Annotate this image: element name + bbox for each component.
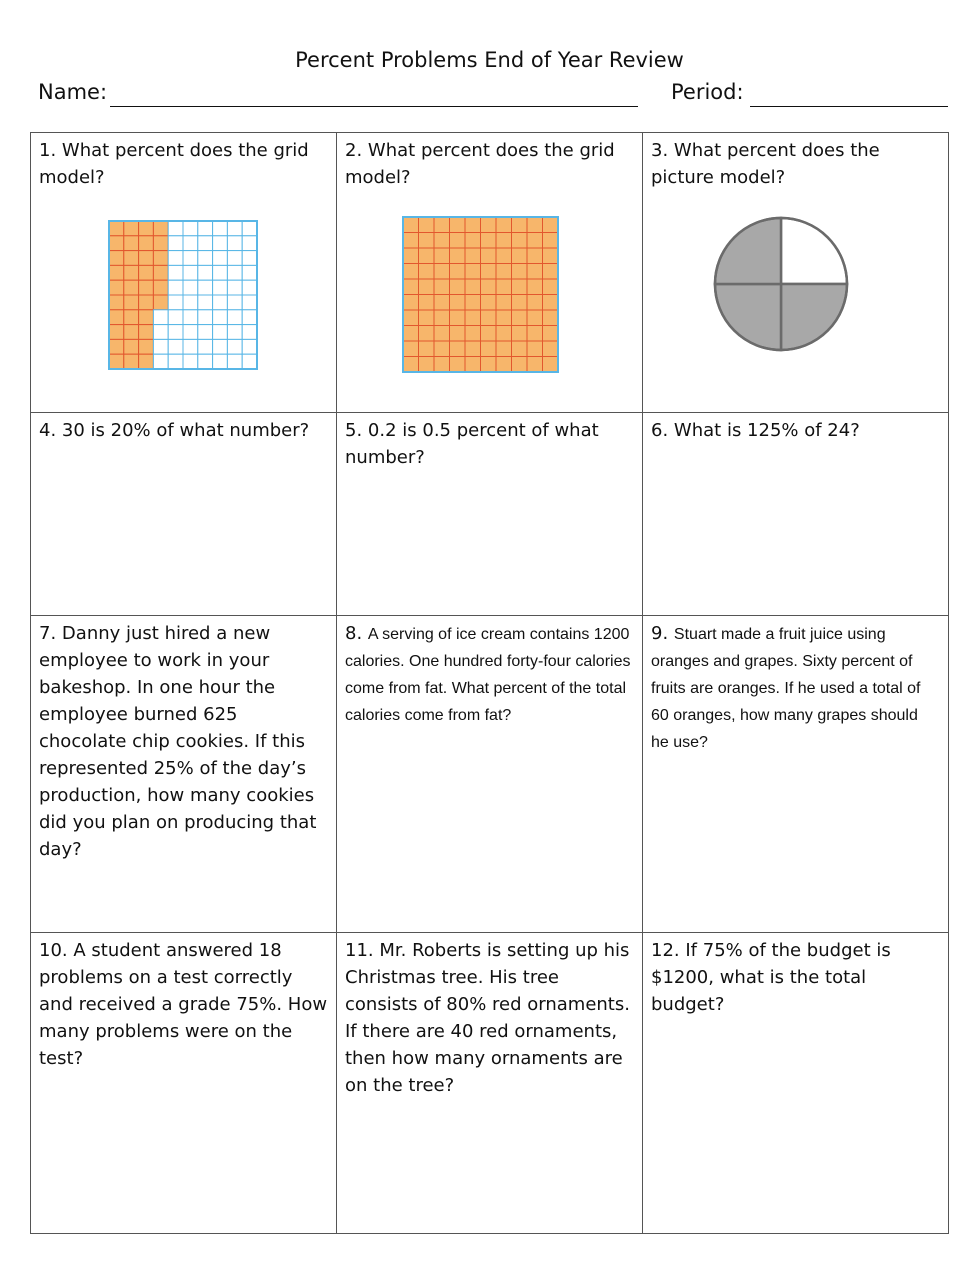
grid-square-shaded	[434, 233, 450, 249]
grid-square-shaded	[434, 217, 450, 233]
grid-square-shaded	[481, 326, 497, 342]
grid-square-empty	[227, 236, 242, 251]
grid-square-shaded	[481, 264, 497, 280]
grid-square-empty	[242, 310, 257, 325]
grid-square-shaded	[450, 326, 466, 342]
grid-square-empty	[183, 325, 198, 340]
grid-square-shaded	[109, 280, 124, 295]
grid-square-shaded	[527, 310, 543, 326]
grid-square-shaded	[527, 264, 543, 280]
question-text: 30 is 20% of what number?	[61, 420, 310, 441]
question-text: What is 125% of 24?	[673, 420, 860, 441]
grid-square-shaded	[403, 264, 419, 280]
grid-square-shaded	[139, 325, 154, 340]
grid-square-shaded	[465, 233, 481, 249]
grid-square-empty	[227, 280, 242, 295]
grid-square-shaded	[481, 310, 497, 326]
grid-square-shaded	[543, 248, 559, 264]
grid-square-empty	[242, 221, 257, 236]
grid-square-empty	[213, 265, 228, 280]
grid-square-shaded	[450, 310, 466, 326]
grid-square-empty	[242, 251, 257, 266]
grid-square-shaded	[465, 295, 481, 311]
grid-square-shaded	[527, 248, 543, 264]
grid-square-empty	[183, 221, 198, 236]
question-number: 9.	[651, 623, 669, 644]
grid-square-shaded	[124, 325, 139, 340]
grid-square-shaded	[543, 341, 559, 357]
grid-square-shaded	[543, 264, 559, 280]
question-cell-8[interactable]	[337, 616, 643, 933]
grid-square-empty	[198, 236, 213, 251]
grid-square-empty	[168, 295, 183, 310]
grid-square-empty	[153, 310, 168, 325]
grid-square-shaded	[512, 341, 528, 357]
grid-square-shaded	[434, 264, 450, 280]
grid-square-empty	[168, 280, 183, 295]
grid-square-shaded	[496, 357, 512, 373]
grid-square-empty	[168, 339, 183, 354]
question-cell-9[interactable]	[643, 616, 949, 933]
question-cell-12[interactable]	[643, 933, 949, 1234]
grid-square-shaded	[139, 295, 154, 310]
grid-square-shaded	[512, 310, 528, 326]
grid-square-shaded	[419, 357, 435, 373]
grid-square-shaded	[543, 279, 559, 295]
grid-square-shaded	[527, 217, 543, 233]
grid-square-empty	[213, 251, 228, 266]
question-number: 4.	[39, 420, 57, 441]
hundred-grid-figure	[345, 203, 635, 373]
grid-square-shaded	[512, 248, 528, 264]
grid-square-shaded	[527, 233, 543, 249]
grid-square-shaded	[124, 310, 139, 325]
grid-square-shaded	[465, 264, 481, 280]
grid-square-shaded	[543, 357, 559, 373]
grid-square-empty	[242, 339, 257, 354]
grid-square-empty	[213, 310, 228, 325]
grid-square-shaded	[450, 357, 466, 373]
grid-square-shaded	[543, 295, 559, 311]
grid-square-shaded	[434, 310, 450, 326]
grid-square-empty	[198, 251, 213, 266]
question-number: 11.	[345, 940, 374, 961]
question-number: 8.	[345, 623, 363, 644]
grid-square-empty	[198, 325, 213, 340]
grid-square-shaded	[109, 265, 124, 280]
grid-square-empty	[153, 339, 168, 354]
question-cell-5[interactable]	[337, 413, 643, 616]
question-text: What percent does the grid model?	[345, 140, 615, 188]
grid-square-shaded	[450, 341, 466, 357]
grid-square-empty	[183, 265, 198, 280]
question-cell-7[interactable]	[31, 616, 337, 933]
grid-square-shaded	[419, 326, 435, 342]
grid-square-shaded	[481, 341, 497, 357]
grid-square-empty	[168, 265, 183, 280]
grid-square-empty	[227, 310, 242, 325]
grid-square-shaded	[527, 295, 543, 311]
grid-square-shaded	[543, 233, 559, 249]
grid-square-empty	[198, 265, 213, 280]
grid-square-shaded	[109, 295, 124, 310]
grid-square-shaded	[153, 295, 168, 310]
grid-square-empty	[183, 310, 198, 325]
grid-square-empty	[242, 354, 257, 369]
question-text: If 75% of the budget is $1200, what is the total budget?	[651, 940, 891, 1015]
grid-square-empty	[183, 251, 198, 266]
grid-square-empty	[198, 310, 213, 325]
grid-square-shaded	[139, 354, 154, 369]
grid-square-shaded	[496, 326, 512, 342]
grid-square-empty	[168, 251, 183, 266]
grid-square-shaded	[496, 341, 512, 357]
grid-square-shaded	[403, 295, 419, 311]
circle-fraction-figure	[651, 203, 941, 373]
grid-square-empty	[168, 354, 183, 369]
grid-square-shaded	[403, 233, 419, 249]
grid-square-empty	[242, 295, 257, 310]
grid-square-empty	[227, 339, 242, 354]
grid-square-shaded	[496, 279, 512, 295]
question-number: 12.	[651, 940, 680, 961]
grid-square-shaded	[527, 341, 543, 357]
grid-square-shaded	[153, 221, 168, 236]
grid-square-shaded	[139, 280, 154, 295]
grid-square-shaded	[109, 310, 124, 325]
grid-square-shaded	[139, 236, 154, 251]
grid-square-shaded	[124, 265, 139, 280]
grid-square-shaded	[512, 295, 528, 311]
grid-square-shaded	[139, 310, 154, 325]
grid-square-empty	[213, 221, 228, 236]
grid-square-shaded	[527, 279, 543, 295]
grid-square-shaded	[153, 280, 168, 295]
grid-square-shaded	[465, 310, 481, 326]
grid-square-empty	[213, 325, 228, 340]
grid-square-empty	[183, 280, 198, 295]
grid-square-empty	[153, 325, 168, 340]
grid-square-shaded	[124, 354, 139, 369]
grid-square-empty	[242, 265, 257, 280]
grid-square-shaded	[527, 357, 543, 373]
grid-square-shaded	[109, 354, 124, 369]
grid-square-shaded	[153, 236, 168, 251]
grid-square-shaded	[124, 339, 139, 354]
grid-square-shaded	[403, 310, 419, 326]
grid-square-shaded	[543, 326, 559, 342]
grid-square-empty	[198, 339, 213, 354]
grid-square-shaded	[481, 217, 497, 233]
grid-square-shaded	[139, 251, 154, 266]
grid-square-shaded	[434, 357, 450, 373]
grid-square-shaded	[465, 341, 481, 357]
grid-square-shaded	[124, 236, 139, 251]
grid-square-shaded	[481, 248, 497, 264]
grid-square-shaded	[496, 217, 512, 233]
grid-square-shaded	[109, 251, 124, 266]
grid-square-shaded	[434, 341, 450, 357]
question-text: Danny just hired a new employee to work in your bakeshop. In one hour the employee burned 625 chocolate chip cookies. If this represented 25% of the day’s production, how many cookies did you plan on producing that day?	[39, 623, 317, 860]
question-cell-2[interactable]	[337, 133, 643, 413]
grid-square-shaded	[481, 279, 497, 295]
question-text: Stuart made a fruit juice using oranges and grapes. Sixty percent of fruits are oranges. If he used a total of 60 oranges, how many grapes should he use?	[651, 626, 921, 751]
name-label: Name:	[38, 80, 108, 104]
question-number: 6.	[651, 420, 669, 441]
grid-square-shaded	[481, 295, 497, 311]
grid-square-empty	[213, 295, 228, 310]
grid-square-shaded	[543, 310, 559, 326]
grid-square-shaded	[403, 357, 419, 373]
question-text: A serving of ice cream contains 1200 calories. One hundred forty-four calories come from fat. What percent of the total calories come from fat?	[345, 626, 631, 724]
grid-square-empty	[213, 280, 228, 295]
grid-square-shaded	[450, 264, 466, 280]
grid-square-empty	[198, 280, 213, 295]
question-number: 2.	[345, 140, 363, 161]
grid-square-shaded	[153, 251, 168, 266]
question-text: 0.2 is 0.5 percent of what number?	[345, 420, 599, 468]
grid-square-shaded	[512, 217, 528, 233]
grid-square-shaded	[403, 279, 419, 295]
grid-square-empty	[153, 354, 168, 369]
question-number: 5.	[345, 420, 363, 441]
grid-square-shaded	[481, 233, 497, 249]
name-blank[interactable]	[110, 106, 638, 107]
grid-square-shaded	[419, 233, 435, 249]
grid-square-empty	[213, 339, 228, 354]
question-cell-1[interactable]	[31, 133, 337, 413]
grid-square-shaded	[139, 221, 154, 236]
grid-square-shaded	[450, 233, 466, 249]
grid-square-shaded	[403, 217, 419, 233]
grid-square-empty	[227, 251, 242, 266]
grid-square-shaded	[109, 325, 124, 340]
grid-square-empty	[213, 236, 228, 251]
grid-square-empty	[168, 310, 183, 325]
grid-square-shaded	[419, 341, 435, 357]
grid-square-shaded	[496, 233, 512, 249]
grid-square-shaded	[403, 341, 419, 357]
grid-square-shaded	[139, 265, 154, 280]
grid-square-shaded	[512, 357, 528, 373]
grid-square-empty	[227, 354, 242, 369]
grid-square-shaded	[434, 295, 450, 311]
grid-square-shaded	[512, 326, 528, 342]
grid-square-shaded	[465, 217, 481, 233]
page-title: Percent Problems End of Year Review	[295, 48, 684, 72]
grid-square-shaded	[419, 310, 435, 326]
grid-square-empty	[227, 295, 242, 310]
question-number: 7.	[39, 623, 57, 644]
grid-square-shaded	[419, 217, 435, 233]
grid-square-empty	[168, 325, 183, 340]
period-label: Period:	[671, 80, 744, 104]
grid-square-shaded	[450, 217, 466, 233]
grid-square-shaded	[496, 248, 512, 264]
grid-square-shaded	[527, 326, 543, 342]
grid-square-shaded	[139, 339, 154, 354]
question-cell-3[interactable]	[643, 133, 949, 413]
grid-square-empty	[213, 354, 228, 369]
grid-square-empty	[183, 295, 198, 310]
grid-square-shaded	[124, 251, 139, 266]
question-cell-11[interactable]	[337, 933, 643, 1234]
question-text: Mr. Roberts is setting up his Christmas tree. His tree consists of 80% red ornaments. If there are 40 red ornaments, then how many ornaments are on the tree?	[345, 940, 630, 1096]
question-number: 3.	[651, 140, 669, 161]
grid-square-shaded	[465, 357, 481, 373]
grid-square-shaded	[434, 326, 450, 342]
grid-square-empty	[198, 354, 213, 369]
grid-square-empty	[183, 354, 198, 369]
question-cell-4[interactable]	[31, 413, 337, 616]
grid-square-empty	[198, 221, 213, 236]
grid-square-shaded	[496, 310, 512, 326]
grid-square-empty	[242, 325, 257, 340]
grid-square-empty	[168, 236, 183, 251]
grid-square-empty	[168, 221, 183, 236]
question-cell-10[interactable]	[31, 933, 337, 1234]
grid-square-shaded	[465, 326, 481, 342]
grid-square-empty	[242, 236, 257, 251]
grid-square-shaded	[124, 295, 139, 310]
grid-square-empty	[227, 221, 242, 236]
grid-square-shaded	[153, 265, 168, 280]
grid-square-shaded	[403, 248, 419, 264]
grid-square-shaded	[419, 264, 435, 280]
grid-square-shaded	[450, 279, 466, 295]
questions-table	[30, 132, 949, 1234]
grid-square-shaded	[465, 248, 481, 264]
question-cell-6[interactable]	[643, 413, 949, 616]
grid-square-shaded	[512, 279, 528, 295]
grid-square-empty	[242, 280, 257, 295]
grid-square-empty	[183, 339, 198, 354]
question-number: 10.	[39, 940, 68, 961]
grid-square-empty	[198, 295, 213, 310]
grid-square-shaded	[109, 339, 124, 354]
period-blank[interactable]	[750, 106, 948, 107]
grid-square-shaded	[512, 264, 528, 280]
grid-square-shaded	[434, 279, 450, 295]
grid-square-shaded	[465, 279, 481, 295]
grid-square-shaded	[450, 248, 466, 264]
grid-square-shaded	[419, 248, 435, 264]
grid-square-shaded	[124, 280, 139, 295]
grid-square-shaded	[434, 248, 450, 264]
grid-square-shaded	[109, 221, 124, 236]
grid-square-empty	[227, 265, 242, 280]
grid-square-empty	[227, 325, 242, 340]
grid-square-shaded	[109, 236, 124, 251]
grid-square-shaded	[419, 279, 435, 295]
grid-square-shaded	[450, 295, 466, 311]
grid-square-shaded	[512, 233, 528, 249]
grid-square-shaded	[496, 295, 512, 311]
hundred-grid-figure	[39, 203, 329, 373]
grid-square-shaded	[481, 357, 497, 373]
grid-square-shaded	[543, 217, 559, 233]
question-number: 1.	[39, 140, 57, 161]
question-text: A student answered 18 problems on a test correctly and received a grade 75%. How many problems were on the test?	[39, 940, 328, 1069]
grid-square-shaded	[124, 221, 139, 236]
grid-square-shaded	[403, 326, 419, 342]
question-text: What percent does the grid model?	[39, 140, 309, 188]
grid-square-shaded	[419, 295, 435, 311]
grid-square-shaded	[496, 264, 512, 280]
question-text: What percent does the picture model?	[651, 140, 880, 188]
grid-square-empty	[183, 236, 198, 251]
